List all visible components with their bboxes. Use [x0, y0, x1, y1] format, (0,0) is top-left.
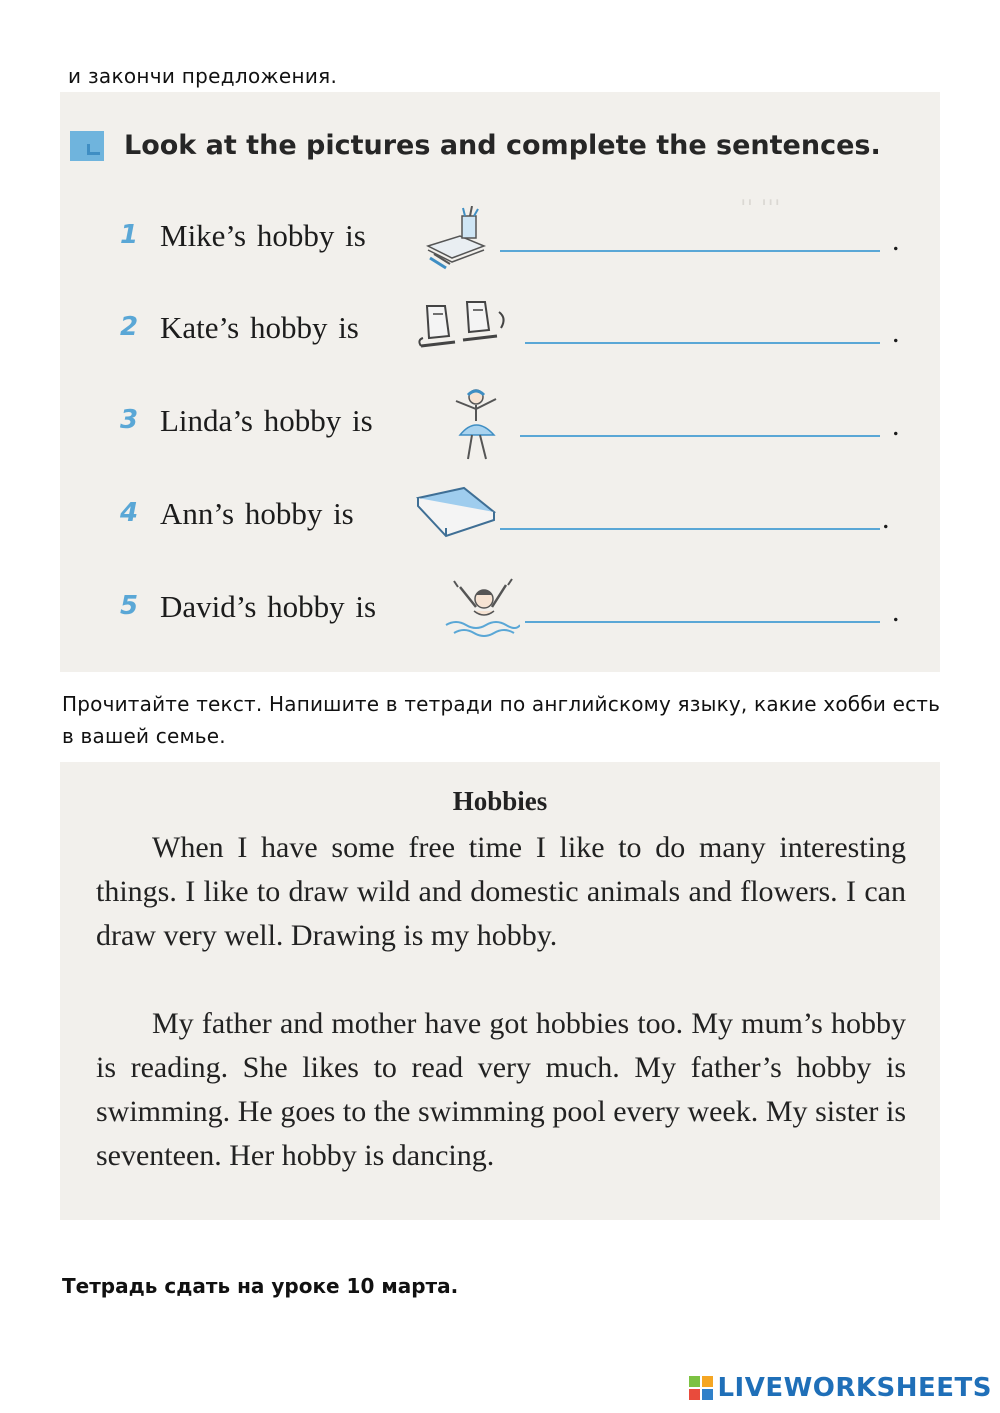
item-period: .: [892, 595, 900, 628]
bottom-instruction: Тетрадь сдать на уроке 10 марта.: [62, 1274, 459, 1298]
exercise-item-3: [120, 395, 910, 455]
exercise-title: Look at the pictures and complete the sentences.: [124, 130, 881, 161]
answer-line[interactable]: [525, 342, 880, 344]
exercise-item-2: [120, 302, 910, 362]
swimmer-icon: [440, 577, 520, 643]
exercise-item-4: [120, 488, 910, 548]
reading-paragraph-2: My father and mother have got hobbies too. My mum’s hobby is reading. She likes to read very much. My father’s hobby is swimming. He goes to the swimming pool every week. My sister is seventeen. Her hobby is dancing.: [96, 1007, 906, 1172]
item-period: .: [892, 316, 900, 349]
item-sentence: David’s hobby is: [160, 589, 377, 624]
item-sentence: Mike’s hobby is: [160, 218, 366, 253]
item-sentence: Ann’s hobby is: [160, 496, 354, 531]
liveworksheets-logo: [689, 1373, 992, 1403]
show-through-decoration: ˌˌˌ ˌˌ: [740, 180, 781, 208]
item-sentence: Linda’s hobby is: [160, 403, 373, 438]
item-sentence: Kate’s hobby is: [160, 310, 359, 345]
book-icon: [410, 484, 500, 550]
item-number: 3: [120, 405, 139, 435]
brand-icon: [689, 1376, 713, 1400]
item-period: .: [892, 224, 900, 257]
middle-instruction: Прочитайте текст. Напишите в тетради по английскому языку, какие хобби есть в вашей семье.: [62, 692, 941, 748]
ice-skates-icon: [415, 298, 511, 364]
item-period: .: [892, 409, 900, 442]
item-period: .: [882, 502, 890, 535]
exercise-item-1: [120, 210, 910, 270]
item-number: 4: [120, 498, 139, 528]
answer-line[interactable]: [500, 528, 880, 530]
task-icon: [70, 131, 104, 161]
brand-name: LIVEWORKSHEETS: [717, 1373, 992, 1403]
reading-scan: [60, 762, 940, 1220]
answer-line[interactable]: [500, 250, 880, 252]
reading-paragraph-1: When I have some free time I like to do many interesting things. I like to draw wild and domestic animals and flowers. I can draw very well. Drawing is my hobby.: [96, 831, 906, 952]
drawing-supplies-icon: [420, 206, 498, 272]
answer-line[interactable]: [520, 435, 880, 437]
answer-line[interactable]: [525, 621, 880, 623]
top-instruction: и закончи предложения.: [68, 64, 338, 88]
dancer-icon: [438, 385, 508, 465]
item-number: 5: [120, 591, 139, 621]
exercise-item-5: [120, 581, 910, 641]
reading-title: Hobbies: [452, 786, 548, 816]
exercise-scan: [60, 92, 940, 672]
exercise-header: [70, 130, 881, 161]
item-number: 1: [120, 220, 139, 250]
item-number: 2: [120, 312, 139, 342]
